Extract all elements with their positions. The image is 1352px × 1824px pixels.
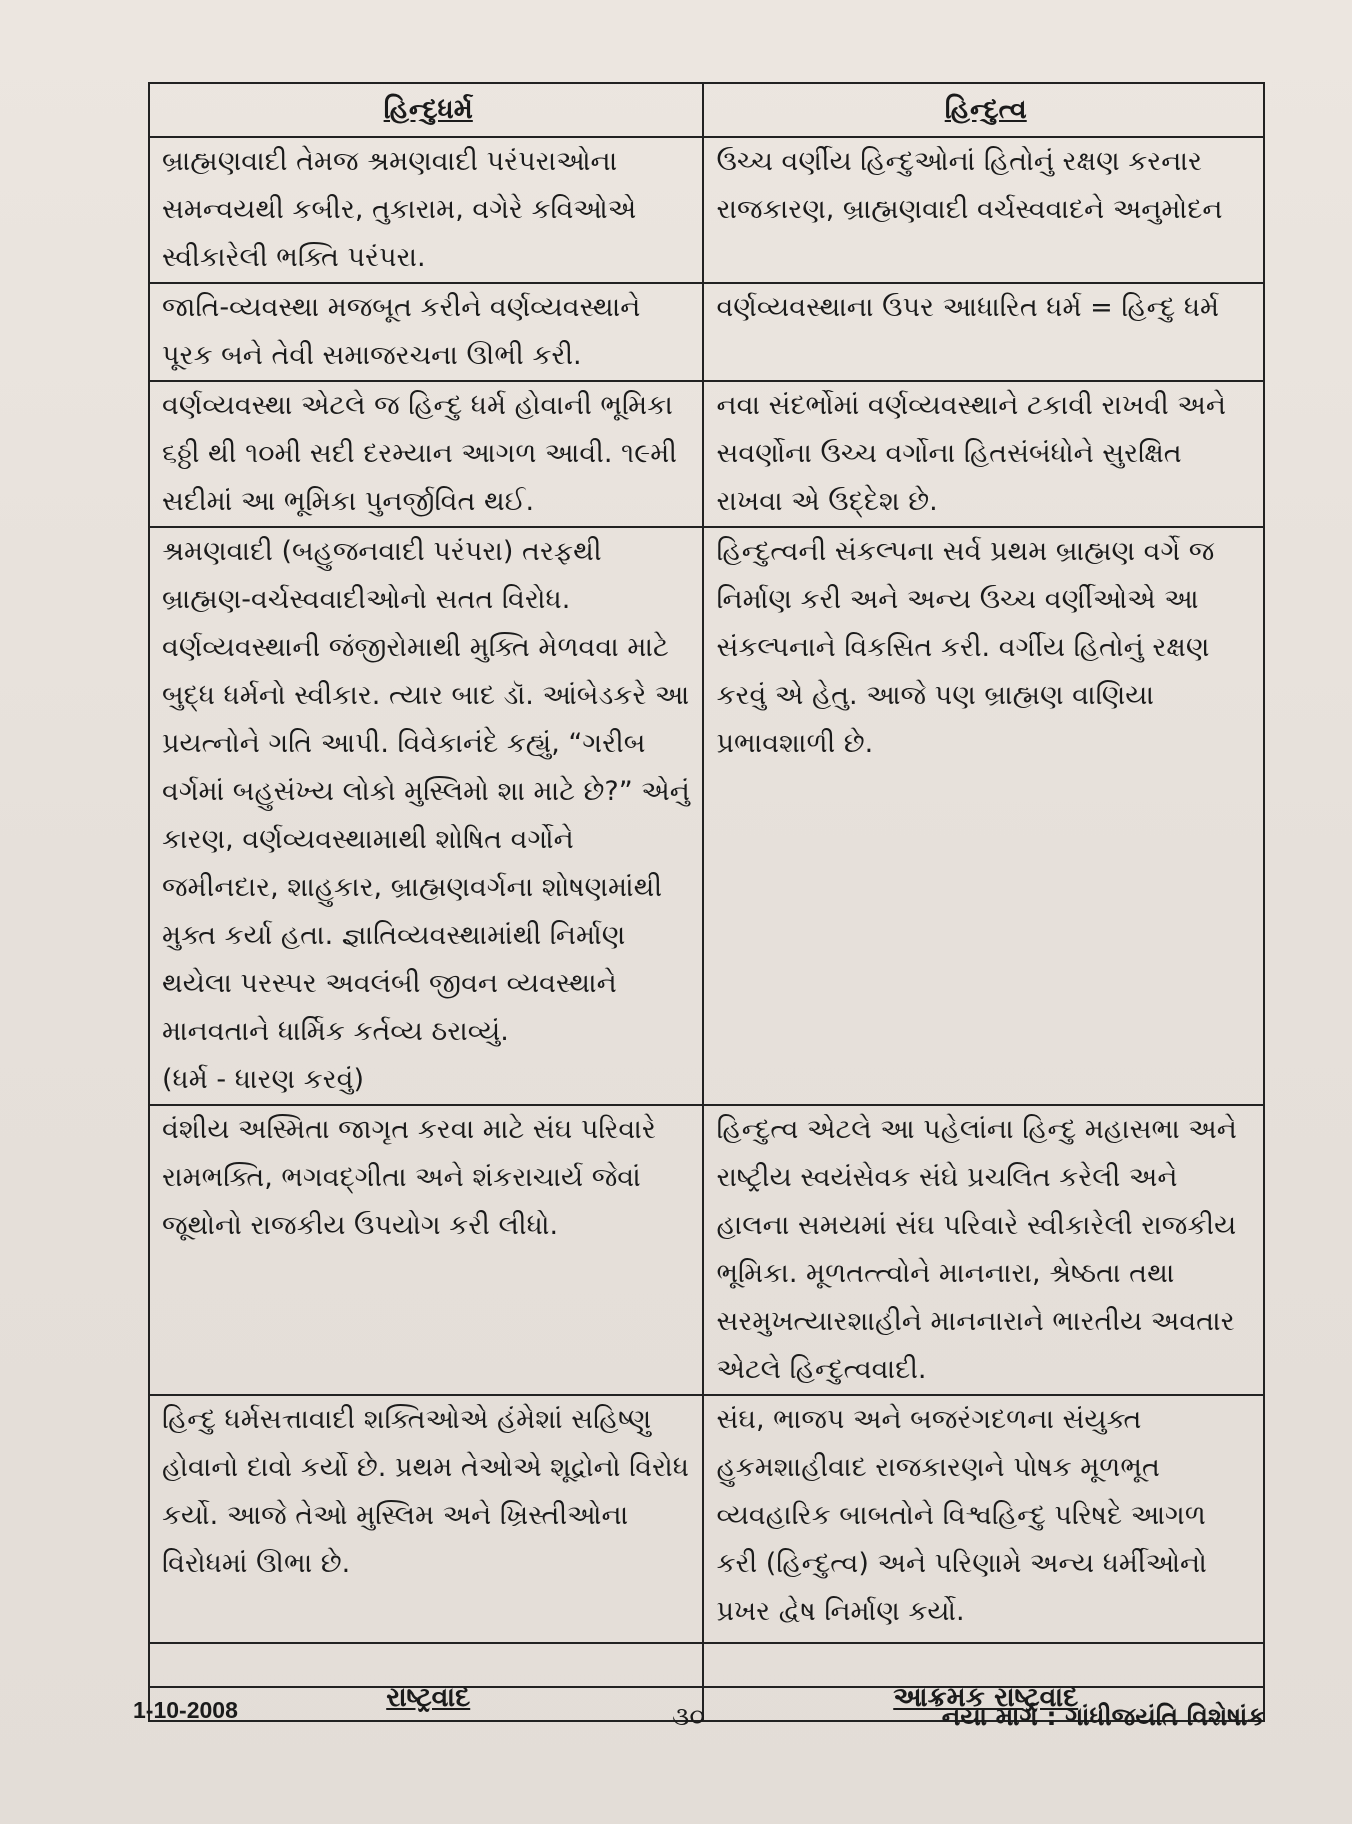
table-cell-left: વંશીય અસ્મિતા જાગૃત કરવા માટે સંઘ પરિવારે રામભક્તિ, ભગવદ્ગીતા અને શંકરાચાર્ય જેવાં જૂથોનો રાજકીય ઉપયોગ કરી લીધો. xyxy=(149,1105,703,1395)
table-cell-left: વર્ણવ્યવસ્થા એટલે જ હિન્દુ ધર્મ હોવાની ભૂમિકા ૬ઠ્ઠી થી ૧૦મી સદી દરમ્યાન આગળ આવી. ૧૯મી સદીમાં આ ભૂમિકા પુનર્જીવિત થઈ. xyxy=(149,381,703,527)
footer-cell-aggressive-nationalism: આક્રમક રાષ્ટ્રવાદ xyxy=(703,1643,1264,1721)
footer-rule xyxy=(148,1686,1265,1688)
table-cell-left: જાતિ-વ્યવસ્થા મજબૂત કરીને વર્ણવ્યવસ્થાને પૂરક બને તેવી સમાજરચના ઊભી કરી. xyxy=(149,283,703,381)
table-cell-right: નવા સંદર્ભોમાં વર્ણવ્યવસ્થાને ટકાવી રાખવી અને સવર્ણોના ઉચ્ચ વર્ગોના હિતસંબંધોને સુરક્ષિત રાખવા એ ઉદ્દેશ છે. xyxy=(703,381,1264,527)
table-cell-left: બ્રાહ્મણવાદી તેમજ શ્રમણવાદી પરંપરાઓના સમન્વયથી કબીર, તુકારામ, વગેરે કવિઓએ સ્વીકારેલી ભક્તિ પરંપરા. xyxy=(149,137,703,283)
issue-date: 1-10-2008 xyxy=(133,1697,238,1723)
table-row xyxy=(149,527,1264,1105)
table-row xyxy=(149,1105,1264,1395)
header-hindu-dharma: હિન્દુધર્મ xyxy=(149,83,703,137)
table-cell-left: હિન્દુ ધર્મસત્તાવાદી શક્તિઓએ હંમેશાં સહિષ્ણુ હોવાનો દાવો કર્યો છે. પ્રથમ તેઓએ શૂદ્રોનો વિરોધ કર્યો. આજે તેઓ મુસ્લિમ અને ખ્રિસ્તીઓના વિરોધમાં ઊભા છે. xyxy=(149,1395,703,1643)
table-cell-right: સંઘ, ભાજપ અને બજરંગદળના સંયુક્ત હુકમશાહીવાદ રાજકારણને પોષક મૂળભૂત વ્યવહારિક બાબતોને વિશ્વહિન્દુ પરિષદે આગળ કરી (હિન્દુત્વ) અને પરિણામે અન્ય ધર્મીઓનો પ્રખર દ્વેષ નિર્માણ કર્યો. xyxy=(703,1395,1264,1643)
table-header-row xyxy=(149,83,1264,137)
table-cell-right: હિન્દુત્વ એટલે આ પહેલાંના હિન્દુ મહાસભા અને રાષ્ટ્રીય સ્વયંસેવક સંઘે પ્રચલિત કરેલી અને હાલના સમયમાં સંઘ પરિવારે સ્વીકારેલી રાજકીય ભૂમિકા. મૂળતત્ત્વોને માનનારા, શ્રેષ્ઠતા તથા સરમુખત્યારશાહીને માનનારાને ભારતીય અવતાર એટલે હિન્દુત્વવાદી. xyxy=(703,1105,1264,1395)
table-cell-right: વર્ણવ્યવસ્થાના ઉપર આધારિત ધર્મ = હિન્દુ ધર્મ xyxy=(703,283,1264,381)
footer-cell-nationalism: રાષ્ટ્રવાદ xyxy=(149,1643,703,1721)
table-cell-right: હિન્દુત્વની સંકલ્પના સર્વ પ્રથમ બ્રાહ્મણ વર્ગે જ નિર્માણ કરી અને અન્ય ઉચ્ચ વર્ણીઓએ આ સંકલ્પનાને વિકસિત કરી. વર્ગીય હિતોનું રક્ષણ કરવું એ હેતુ. આજે પણ બ્રાહ્મણ વાણિયા પ્રભાવશાળી છે. xyxy=(703,527,1264,1105)
cell-text: શ્રમણવાદી (બહુજનવાદી પરંપરા) તરફથી બ્રાહ્મણ-વર્ચસ્વવાદીઓનો સતત વિરોધ. વર્ણવ્યવસ્થાની જંજીરોમાથી મુક્તિ મેળવવા માટે બુદ્ધ ધર્મનો સ્વીકાર. ત્યાર બાદ ડૉ. આંબેડકરે આ પ્રયત્નોને ગતિ આપી. વિવેકાનંદે કહ્યું, “ગરીબ વર્ગમાં બહુસંખ્ય લોકો મુસ્લિમો શા માટે છે?” એનું કારણ, વર્ણવ્યવસ્થામાથી શોષિત વર્ગોને જમીનદાર, શાહુકાર, બ્રાહ્મણવર્ગના શોષણમાંથી મુક્ત કર્યા હતા. જ્ઞાતિવ્યવસ્થામાંથી નિર્માણ થયેલા પરસ્પર અવલંબી જીવન વ્યવસ્થાને માનવતાને ધાર્મિક કર્તવ્ય ઠરાવ્યું. xyxy=(162,536,690,1047)
header-hindutva: હિન્દુત્વ xyxy=(703,83,1264,137)
table-cell-right: ઉચ્ચ વર્ણીય હિન્દુઓનાં હિતોનું રક્ષણ કરનાર રાજકારણ, બ્રાહ્મણવાદી વર્ચસ્વવાદને અનુમોદન xyxy=(703,137,1264,283)
comparison-table xyxy=(148,82,1265,1722)
cell-note: (ધર્મ - ધારણ કરવું) xyxy=(162,1064,364,1095)
table-row xyxy=(149,1395,1264,1643)
table-row xyxy=(149,283,1264,381)
table-row xyxy=(149,381,1264,527)
page-number: ૩૦ xyxy=(672,1702,705,1732)
table-row xyxy=(149,137,1264,283)
magazine-title: નયા માર્ગ : ગાંધીજયંતિ વિશેષાંક xyxy=(941,1702,1265,1731)
table-cell-left xyxy=(149,527,703,1105)
